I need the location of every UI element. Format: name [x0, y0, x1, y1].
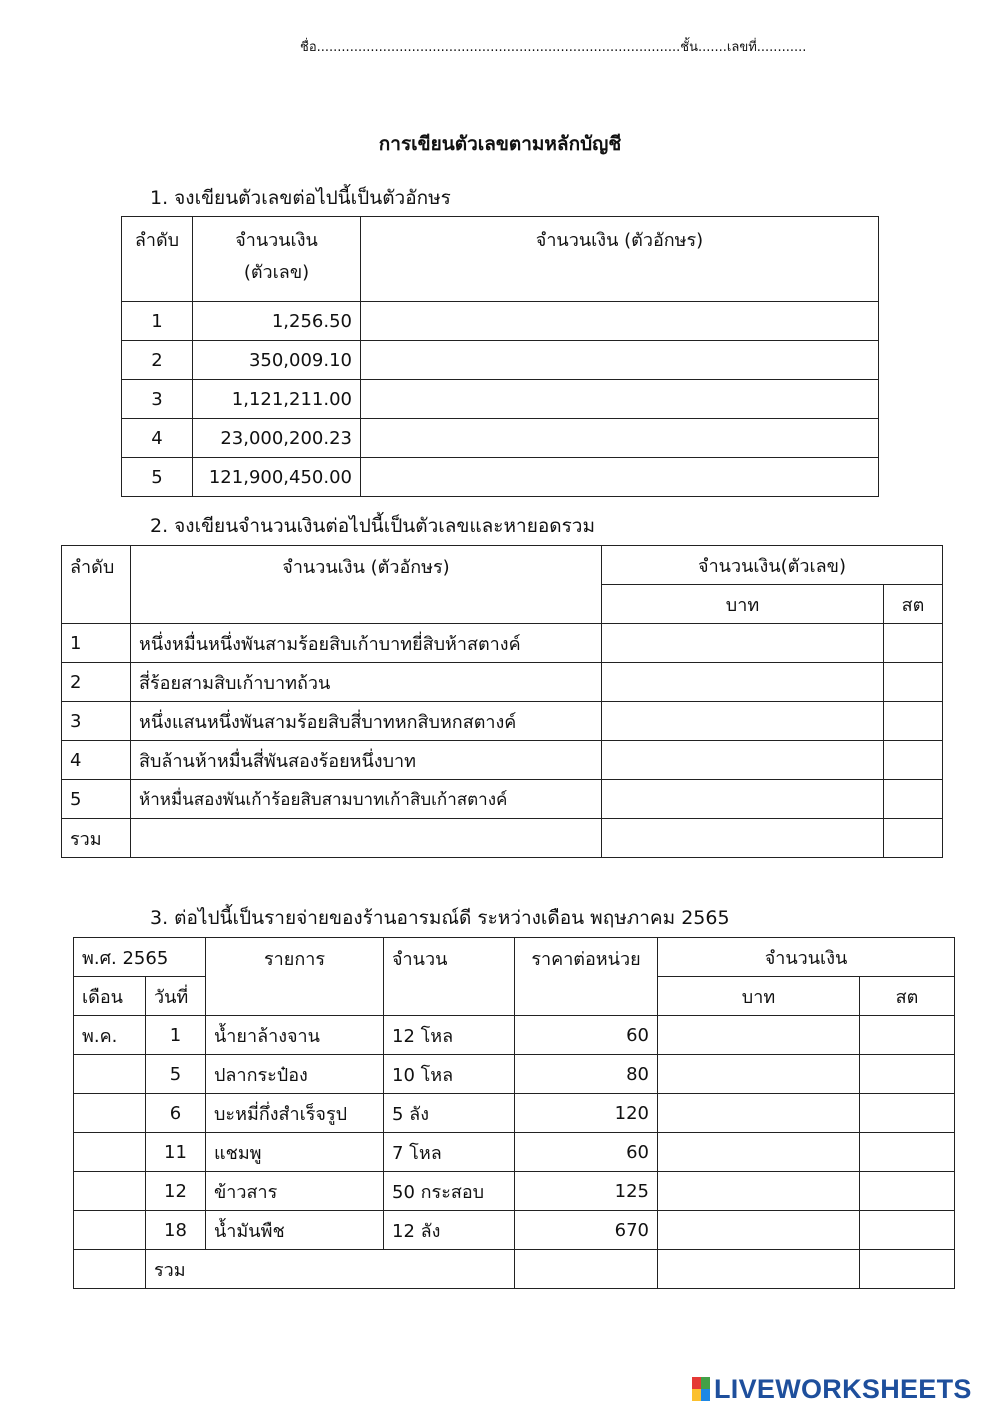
- baht-answer-cell[interactable]: [658, 1133, 860, 1172]
- col-year-header: พ.ศ. 2565: [74, 938, 206, 977]
- baht-answer-cell[interactable]: [602, 702, 884, 741]
- satang-answer-cell[interactable]: [860, 1211, 955, 1250]
- month-cell: [74, 1172, 146, 1211]
- price-cell: 125: [515, 1172, 658, 1211]
- col-amount-header: จำนวนเงิน: [658, 938, 955, 977]
- answer-cell[interactable]: [361, 380, 879, 419]
- col-amount-text-header: จำนวนเงิน (ตัวอักษร): [361, 217, 879, 302]
- satang-answer-cell[interactable]: [884, 702, 943, 741]
- table-row: [74, 1016, 955, 1055]
- table-row: [122, 458, 879, 497]
- price-cell: 60: [515, 1016, 658, 1055]
- student-info-line: ชื่อ........................................................................................ชั้น.......เลขที่............: [300, 40, 807, 55]
- total-satang-answer-cell[interactable]: [884, 819, 943, 858]
- item-cell: น้ำยาล้างจาน: [206, 1016, 384, 1055]
- day-cell: 5: [146, 1055, 206, 1094]
- day-cell: 6: [146, 1094, 206, 1133]
- satang-answer-cell[interactable]: [860, 1055, 955, 1094]
- baht-answer-cell[interactable]: [658, 1211, 860, 1250]
- section3-heading: 3. ต่อไปนี้เป็นรายจ่ายของร้านอารมณ์ดี ระหว่างเดือน พฤษภาคม 2565: [150, 907, 730, 929]
- row-number: 1: [122, 302, 193, 341]
- col-baht-header: บาท: [658, 977, 860, 1016]
- qty-cell: 10 โหล: [384, 1055, 515, 1094]
- col-amount-num-header: [193, 217, 361, 302]
- row-number: 5: [122, 458, 193, 497]
- total-label: รวม: [62, 819, 131, 858]
- total-baht-answer-cell[interactable]: [658, 1250, 860, 1289]
- satang-answer-cell[interactable]: [860, 1172, 955, 1211]
- qty-cell: 7 โหล: [384, 1133, 515, 1172]
- table-row: [62, 741, 943, 780]
- row-number: 2: [62, 663, 131, 702]
- satang-answer-cell[interactable]: [884, 741, 943, 780]
- table-row: [62, 624, 943, 663]
- col-satang-header: สต: [884, 585, 943, 624]
- row-number: 4: [122, 419, 193, 458]
- qty-cell: 12 ลัง: [384, 1211, 515, 1250]
- section1-heading: 1. จงเขียนตัวเลขต่อไปนี้เป็นตัวอักษร: [150, 187, 451, 209]
- amount-text: สิบล้านห้าหมื่นสี่พันสองร้อยหนึ่งบาท: [131, 741, 602, 780]
- baht-answer-cell[interactable]: [602, 663, 884, 702]
- row-number: 2: [122, 341, 193, 380]
- month-cell: [74, 1211, 146, 1250]
- baht-answer-cell[interactable]: [602, 780, 884, 819]
- col-unit-price-header: ราคาต่อหน่วย: [515, 938, 658, 1016]
- total-blank-cell: [131, 819, 602, 858]
- satang-answer-cell[interactable]: [884, 780, 943, 819]
- section2-heading: 2. จงเขียนจำนวนเงินต่อไปนี้เป็นตัวเลขและหายอดรวม: [150, 515, 595, 537]
- section2-table: [61, 545, 943, 858]
- baht-answer-cell[interactable]: [602, 741, 884, 780]
- col-satang-header: สต: [860, 977, 955, 1016]
- table-row: [62, 702, 943, 741]
- col-order-header: ลำดับ: [62, 546, 131, 624]
- satang-answer-cell[interactable]: [860, 1016, 955, 1055]
- amount-text: หนึ่งหมื่นหนึ่งพันสามร้อยสิบเก้าบาทยี่สิบห้าสตางค์: [131, 624, 602, 663]
- row-number: 5: [62, 780, 131, 819]
- total-blank-cell: [74, 1250, 146, 1289]
- amount-text: หนึ่งแสนหนึ่งพันสามร้อยสิบสี่บาทหกสิบหกสตางค์: [131, 702, 602, 741]
- logo-mark-icon: [692, 1377, 710, 1401]
- row-number: 3: [62, 702, 131, 741]
- day-cell: 1: [146, 1016, 206, 1055]
- item-cell: น้ำมันพืช: [206, 1211, 384, 1250]
- item-cell: บะหมี่กึ่งสำเร็จรูป: [206, 1094, 384, 1133]
- month-cell: พ.ค.: [74, 1016, 146, 1055]
- satang-answer-cell[interactable]: [860, 1094, 955, 1133]
- satang-answer-cell[interactable]: [884, 624, 943, 663]
- price-cell: 670: [515, 1211, 658, 1250]
- col-baht-header: บาท: [602, 585, 884, 624]
- item-cell: ปลากระป๋อง: [206, 1055, 384, 1094]
- row-number: 1: [62, 624, 131, 663]
- month-cell: [74, 1055, 146, 1094]
- qty-cell: 12 โหล: [384, 1016, 515, 1055]
- price-cell: 120: [515, 1094, 658, 1133]
- item-cell: แชมพู: [206, 1133, 384, 1172]
- total-row: [74, 1250, 955, 1289]
- total-baht-answer-cell[interactable]: [602, 819, 884, 858]
- day-cell: 11: [146, 1133, 206, 1172]
- section3-table: [73, 937, 955, 1289]
- col-item-header: รายการ: [206, 938, 384, 1016]
- row-number: 3: [122, 380, 193, 419]
- table-row: [74, 1172, 955, 1211]
- table-row: [122, 302, 879, 341]
- month-cell: [74, 1133, 146, 1172]
- col-amount-num-header: จำนวนเงิน(ตัวเลข): [602, 546, 943, 585]
- satang-answer-cell[interactable]: [884, 663, 943, 702]
- liveworksheets-logo: [692, 1373, 972, 1404]
- qty-cell: 50 กระสอบ: [384, 1172, 515, 1211]
- baht-answer-cell[interactable]: [658, 1094, 860, 1133]
- table-row: [62, 663, 943, 702]
- table-row: [122, 380, 879, 419]
- day-cell: 18: [146, 1211, 206, 1250]
- col-qty-header: จำนวน: [384, 938, 515, 1016]
- day-cell: 12: [146, 1172, 206, 1211]
- col-day-header: วันที่: [146, 977, 206, 1016]
- answer-cell[interactable]: [361, 341, 879, 380]
- table-row: [74, 1211, 955, 1250]
- table-row: [122, 419, 879, 458]
- total-label: รวม: [146, 1250, 515, 1289]
- table-row: [122, 341, 879, 380]
- table-row: [62, 780, 943, 819]
- baht-answer-cell[interactable]: [602, 624, 884, 663]
- amount-number: 1,256.50: [193, 302, 361, 341]
- price-cell: 80: [515, 1055, 658, 1094]
- amount-text: ห้าหมื่นสองพันเก้าร้อยสิบสามบาทเก้าสิบเก้าสตางค์: [131, 780, 602, 819]
- answer-cell[interactable]: [361, 419, 879, 458]
- amount-text: สี่ร้อยสามสิบเก้าบาทถ้วน: [131, 663, 602, 702]
- page-title: การเขียนตัวเลขตามหลักบัญชี: [378, 133, 622, 155]
- col-month-header: เดือน: [74, 977, 146, 1016]
- amount-number: 23,000,200.23: [193, 419, 361, 458]
- baht-answer-cell[interactable]: [658, 1055, 860, 1094]
- baht-answer-cell[interactable]: [658, 1016, 860, 1055]
- col-amount-text-header: จำนวนเงิน (ตัวอักษร): [131, 546, 602, 624]
- amount-number: 350,009.10: [193, 341, 361, 380]
- total-satang-answer-cell[interactable]: [860, 1250, 955, 1289]
- qty-cell: 5 ลัง: [384, 1094, 515, 1133]
- satang-answer-cell[interactable]: [860, 1133, 955, 1172]
- amount-number: 121,900,450.00: [193, 458, 361, 497]
- table-row: [74, 1133, 955, 1172]
- total-row: [62, 819, 943, 858]
- baht-answer-cell[interactable]: [658, 1172, 860, 1211]
- col-amount-num-line2: (ตัวเลข): [243, 262, 310, 283]
- amount-number: 1,121,211.00: [193, 380, 361, 419]
- table-row: [74, 1055, 955, 1094]
- section1-table: [121, 216, 879, 497]
- table-row: [74, 1094, 955, 1133]
- logo-text: LIVEWORKSHEETS: [714, 1373, 972, 1404]
- answer-cell[interactable]: [361, 302, 879, 341]
- item-cell: ข้าวสาร: [206, 1172, 384, 1211]
- col-order-header: ลำดับ: [122, 217, 193, 302]
- col-amount-num-line1: จำนวนเงิน: [235, 230, 318, 251]
- price-cell: 60: [515, 1133, 658, 1172]
- total-blank-cell: [515, 1250, 658, 1289]
- answer-cell[interactable]: [361, 458, 879, 497]
- row-number: 4: [62, 741, 131, 780]
- month-cell: [74, 1094, 146, 1133]
